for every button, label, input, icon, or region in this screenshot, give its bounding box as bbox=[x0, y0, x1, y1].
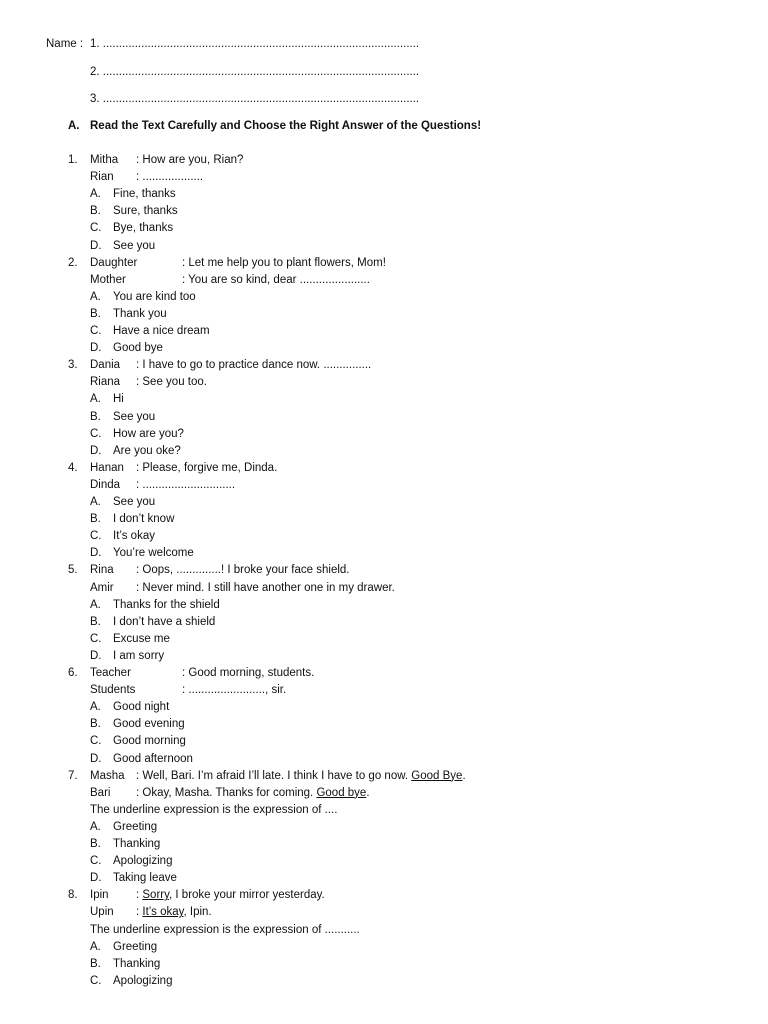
option-letter: B. bbox=[90, 718, 101, 731]
option-letter: B. bbox=[90, 307, 101, 320]
dialogue-speaker: Teacher bbox=[90, 667, 131, 679]
option-text: Thank you bbox=[113, 307, 167, 320]
dialogue-text-post: . bbox=[366, 786, 370, 799]
option-text: Greeting bbox=[113, 940, 158, 953]
option-letter: D. bbox=[90, 872, 102, 885]
option-letter: A. bbox=[90, 598, 101, 611]
option-letter: B. bbox=[90, 410, 101, 423]
dialogue-text: : ........................, sir. bbox=[182, 684, 287, 697]
option-text: Good bye bbox=[113, 342, 163, 355]
dialogue-speaker: Bari bbox=[90, 786, 111, 799]
option-text: See you bbox=[113, 239, 156, 252]
dialogue-text: : See you too. bbox=[136, 376, 207, 389]
dialogue-text-pre: : bbox=[136, 906, 143, 919]
option-text: Thanks for the shield bbox=[113, 598, 220, 611]
dialogue-speaker: Dinda bbox=[90, 478, 121, 491]
dialogue-text-post: , I broke your mirror yesterday. bbox=[169, 889, 325, 902]
underlined-expression: Good Bye bbox=[411, 769, 463, 782]
option-letter: D. bbox=[90, 239, 102, 252]
option-letter: C. bbox=[90, 974, 102, 987]
question-prompt: The underline expression is the expression of ........... bbox=[90, 923, 360, 936]
option-letter: C. bbox=[90, 632, 102, 645]
dialogue-speaker: Ipin bbox=[90, 889, 109, 902]
question-number: 7. bbox=[68, 769, 78, 782]
option-text: Good evening bbox=[113, 718, 185, 731]
option-text: Apologizing bbox=[113, 855, 173, 868]
dialogue-speaker: Daughter bbox=[90, 256, 138, 269]
dialogue-text: : Please, forgive me, Dinda. bbox=[136, 461, 278, 474]
question-prompt: The underline expression is the expression of .... bbox=[90, 803, 338, 816]
dialogue-text: : Never mind. I still have another one in my drawer. bbox=[136, 581, 395, 594]
question-number: 8. bbox=[68, 889, 78, 902]
option-text: Bye, thanks bbox=[113, 222, 174, 235]
option-letter: A. bbox=[90, 393, 101, 406]
section-letter: A. bbox=[68, 120, 80, 132]
dialogue-text bbox=[136, 905, 212, 919]
option-text: Thanking bbox=[113, 838, 161, 850]
option-letter: C. bbox=[90, 325, 102, 337]
underlined-expression: Good bye bbox=[316, 786, 367, 799]
name-line-1: 1. ................................................................................................... bbox=[90, 38, 420, 50]
dialogue-text: : You are so kind, dear ...................... bbox=[182, 273, 370, 286]
option-text: Are you oke? bbox=[113, 444, 181, 457]
dialogue-speaker: Students bbox=[90, 684, 136, 697]
question-number: 3. bbox=[68, 359, 78, 372]
dialogue-text: : How are you, Rian? bbox=[136, 154, 244, 166]
option-letter: B. bbox=[90, 615, 101, 628]
dialogue-text: : ................... bbox=[136, 171, 204, 184]
option-text: Thanking bbox=[113, 957, 161, 970]
dialogue-text-post: , Ipin. bbox=[183, 906, 212, 919]
option-letter: C. bbox=[90, 427, 102, 440]
option-text: Good night bbox=[113, 701, 170, 714]
option-text: Good afternoon bbox=[113, 752, 193, 765]
dialogue-speaker: Dania bbox=[90, 359, 121, 372]
option-text: You’re welcome bbox=[113, 547, 194, 560]
option-letter: C. bbox=[90, 530, 102, 543]
option-text: Excuse me bbox=[113, 632, 170, 645]
option-text: Have a nice dream bbox=[113, 325, 210, 337]
dialogue-text bbox=[136, 769, 466, 783]
question-number: 4. bbox=[68, 461, 78, 474]
dialogue-speaker: Mother bbox=[90, 273, 126, 286]
dialogue-text: : ............................. bbox=[136, 478, 236, 491]
name-line-3: 3. ................................................................................................... bbox=[90, 93, 420, 105]
dialogue-text: : Oops, ..............! I broke your face shield. bbox=[136, 564, 350, 577]
option-letter: D. bbox=[90, 649, 102, 662]
option-letter: A. bbox=[90, 496, 101, 508]
option-letter: A. bbox=[90, 290, 101, 303]
option-letter: A. bbox=[90, 188, 101, 201]
option-text: Apologizing bbox=[113, 974, 173, 987]
option-letter: D. bbox=[90, 547, 102, 560]
option-text: It’s okay bbox=[113, 530, 155, 543]
dialogue-speaker: Mitha bbox=[90, 154, 119, 166]
underlined-expression: It’s okay bbox=[142, 906, 184, 919]
option-text: I don’t have a shield bbox=[113, 615, 216, 628]
option-text: See you bbox=[113, 410, 156, 423]
option-text: Sure, thanks bbox=[113, 205, 178, 218]
option-letter: B. bbox=[90, 205, 101, 218]
option-text: Fine, thanks bbox=[113, 188, 176, 201]
option-letter: C. bbox=[90, 855, 102, 868]
option-text: Good morning bbox=[113, 735, 186, 748]
dialogue-speaker: Rina bbox=[90, 564, 114, 577]
dialogue-text-post: . bbox=[462, 769, 466, 782]
name-label: Name : bbox=[46, 38, 84, 50]
name-line-2: 2. ................................................................................................... bbox=[90, 66, 420, 78]
underlined-expression: Sorry bbox=[142, 889, 170, 902]
option-letter: B. bbox=[90, 957, 101, 970]
section-title: Read the Text Carefully and Choose the Right Answer of the Questions! bbox=[90, 120, 482, 132]
option-text: How are you? bbox=[113, 427, 184, 440]
option-text: Hi bbox=[113, 393, 124, 406]
dialogue-speaker: Upin bbox=[90, 906, 114, 919]
dialogue-text-pre: : Well, Bari. I’m afraid I’ll late. I think I have to go now. bbox=[136, 769, 412, 782]
option-letter: B. bbox=[90, 513, 101, 526]
dialogue-text: : I have to go to practice dance now. ............... bbox=[136, 359, 372, 372]
option-letter: A. bbox=[90, 820, 101, 833]
dialogue-speaker: Masha bbox=[90, 769, 125, 782]
dialogue-speaker: Rian bbox=[90, 171, 114, 184]
dialogue-text-pre: : Okay, Masha. Thanks for coming. bbox=[136, 786, 317, 799]
question-number: 5. bbox=[68, 564, 78, 577]
option-text: Taking leave bbox=[113, 872, 177, 885]
option-letter: B. bbox=[90, 838, 101, 850]
option-text: I don’t know bbox=[113, 513, 175, 526]
option-text: Greeting bbox=[113, 820, 158, 833]
dialogue-text bbox=[136, 888, 325, 902]
dialogue-text: : Let me help you to plant flowers, Mom! bbox=[182, 256, 386, 269]
dialogue-text-pre: : bbox=[136, 889, 143, 902]
dialogue-text: : Good morning, students. bbox=[182, 667, 315, 679]
option-text: You are kind too bbox=[113, 290, 196, 303]
option-letter: D. bbox=[90, 444, 102, 457]
dialogue-speaker: Hanan bbox=[90, 461, 124, 474]
dialogue-speaker: Riana bbox=[90, 376, 121, 389]
dialogue-text bbox=[136, 786, 370, 800]
option-letter: C. bbox=[90, 735, 102, 748]
option-text: See you bbox=[113, 496, 156, 508]
option-letter: A. bbox=[90, 701, 101, 714]
dialogue-speaker: Amir bbox=[90, 581, 114, 594]
option-letter: C. bbox=[90, 222, 102, 235]
question-number: 6. bbox=[68, 667, 78, 679]
question-number: 1. bbox=[68, 154, 78, 166]
option-letter: D. bbox=[90, 342, 102, 355]
option-text: I am sorry bbox=[113, 649, 165, 662]
option-letter: D. bbox=[90, 752, 102, 765]
option-letter: A. bbox=[90, 940, 101, 953]
question-number: 2. bbox=[68, 256, 78, 269]
